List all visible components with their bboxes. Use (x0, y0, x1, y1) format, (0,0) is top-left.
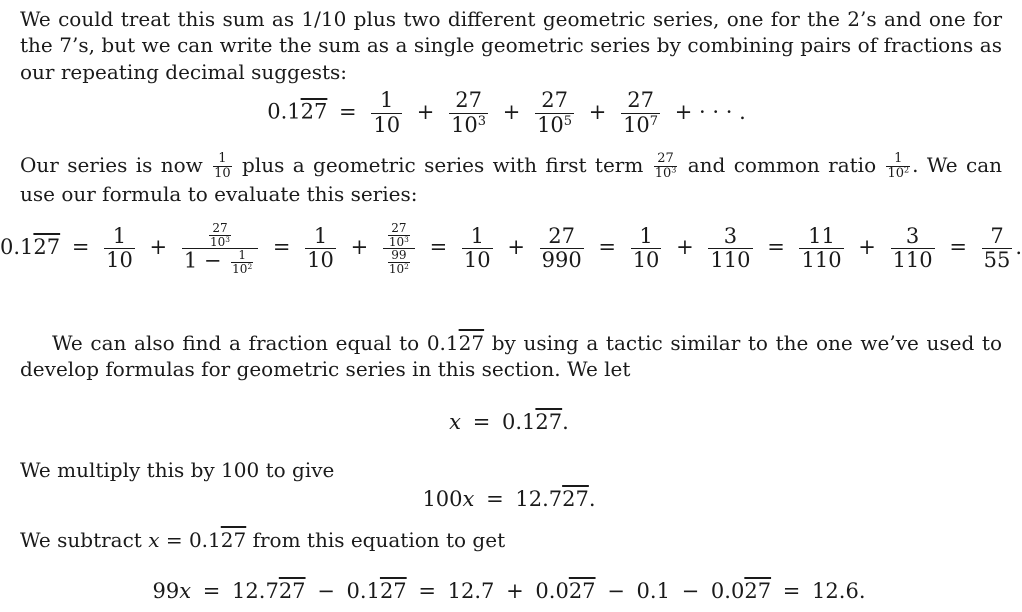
paragraph-subtract: We subtract x = 0.127 from this equation to get (20, 528, 506, 552)
paragraph-intro: We could treat this sum as 1/10 plus two different geometric series, one for the 2’s and one for the 7’s, but we can write the sum as a single geometric series by combining pairs of fractions as our repeating decimal suggests: (20, 7, 1002, 84)
fraction-one-tenth: $\frac{1}{10}$ (214, 151, 231, 181)
paragraph-alternative-method: We can also find a fraction equal to 0.127 by using a tactic similar to the one we’ve used to develop formulas for geometric series in this section. We let (20, 331, 1002, 382)
paragraph-multiply: We multiply this by 100 to give (20, 458, 335, 482)
fraction-common-ratio: $\frac{1}{10^2}$ (887, 151, 910, 181)
equation-let-x: x = 0.127. (449, 410, 569, 434)
fraction-term-4: $\frac{27}{10^7}$ (623, 88, 659, 137)
fraction-term-2: $\frac{27}{10^3}$ (451, 88, 487, 137)
equation-99x: 99x = 12.727 − 0.127 = 12.7 + 0.027 − 0.1 − 0.027 = 12.6. (152, 579, 866, 603)
fraction-first-term: $\frac{27}{10^3}$ (654, 151, 677, 181)
equation-series-evaluation: 0.127 = $\frac{1}{10}$ + $\frac{27}{10^3}$ 1 − $\frac{1}{10^2}$ = $\frac{1}{10}$ + $\frac{\frac{27}{10^3}}{\frac{99}{10^2}}$ = $\frac{1}{10}$ + $\frac{27}{990}$ = $\frac{1}{10}$ + $\frac{3}{110}$ = $\frac{11}{110}$ + $\frac{3}{110}$ = $\frac{7}{55}$ . (0, 221, 1022, 276)
paragraph-series-description: Our series is now $\frac{1}{10}$ plus a geometric series with first term $\frac{27}{10^3}$ and common ratio $\frac{1}{10^2}$ . We can use our formula to evaluate this series: (20, 151, 1002, 206)
equation-100x: 100x = 12.727. (422, 487, 596, 511)
fraction-term-1: $\frac{1}{10}$ (373, 88, 401, 137)
fraction-term-3: $\frac{27}{10^5}$ (537, 88, 573, 137)
fraction-geometric-formula: $\frac{27}{10^3}$ 1 − $\frac{1}{10^2}$ (182, 222, 258, 275)
equation-series-expansion: 0.127 = $\frac{1}{10}$ + $\frac{27}{10^3}$ + $\frac{27}{10^5}$ + $\frac{27}{10^7}$ + · · · . (267, 88, 746, 137)
